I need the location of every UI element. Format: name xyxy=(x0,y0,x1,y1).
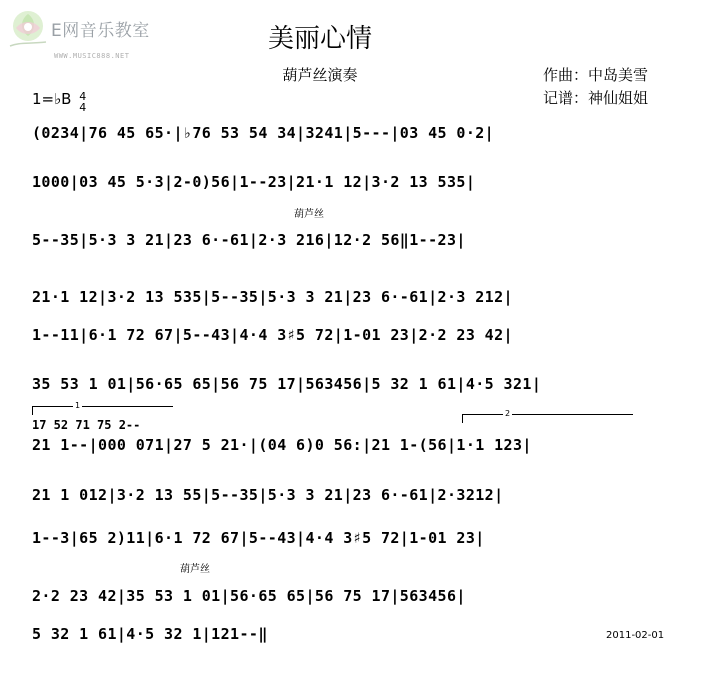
volta-bracket-1 xyxy=(32,401,173,415)
score-line-6 xyxy=(32,375,682,393)
score-line-11-text: 5 32 1 61|4·5 32 1|121--‖ xyxy=(32,625,268,643)
logo-text: E网音乐教室 xyxy=(51,21,150,41)
score-line-3 xyxy=(32,231,682,249)
score-line-9 xyxy=(32,529,682,547)
score-line-5 xyxy=(32,326,682,344)
score-line-7 xyxy=(32,436,682,454)
score-line-10-text: 2·2 23 42|35 53 1 01|56·65 65|56 75 17|563456| xyxy=(32,587,466,605)
score-line-10 xyxy=(32,587,682,605)
score-line-3-text: 5--35|5·3 3 21|23 6·-61|2·3 216|12·2 56‖1--23| xyxy=(32,231,466,249)
score-line-9-text: 1--3|65 2)11|6·1 72 67|5--43|4·4 3♯5 72|1-01 23| xyxy=(32,529,485,547)
logo-subtext: WWW.MUSIC888.NET xyxy=(54,52,130,60)
key-label: 1=♭B xyxy=(32,90,72,108)
instrument-label-2: 葫芦丝 xyxy=(180,564,210,575)
composer-credit: 作曲：中岛美雪 xyxy=(543,66,649,84)
score-line-4 xyxy=(32,288,682,306)
key-signature xyxy=(32,90,86,113)
time-signature-bottom: 4 xyxy=(79,101,87,114)
score-line-5-text: 1--11|6·1 72 67|5--43|4·4 3♯5 72|1-01 23|2·2 23 42| xyxy=(32,326,513,344)
score-line-6-text: 35 53 1 01|56·65 65|56 75 17|563456|5 32 1 61|4·5 321| xyxy=(32,375,542,393)
score-line-1-text: (0234|76 45 65·|♭76 53 54 34|3241|5---|03 45 0·2| xyxy=(32,124,495,142)
volta-2-number: 2 xyxy=(505,409,511,418)
instrument-label-1: 葫芦丝 xyxy=(294,209,324,220)
time-signature xyxy=(79,91,86,113)
transcriber-credit: 记谱：神仙姐姐 xyxy=(543,89,649,107)
score-line-2 xyxy=(32,173,682,191)
performance-subtitle: 葫芦丝演奏 xyxy=(282,66,358,84)
score-line-4-text: 21·1 12|3·2 13 535|5--35|5·3 3 21|23 6·-61|2·3 212| xyxy=(32,288,513,306)
score-line-8 xyxy=(32,486,682,504)
song-title: 美丽心情 xyxy=(267,24,372,54)
score-line-2-text: 1000|03 45 5·3|2-0)56|1--23|21·1 12|3·2 13 535| xyxy=(32,173,476,191)
score-line-7-text: 21 1--|000 071|27 5 21·|(04 6)0 56:|21 1-(56|1·1 123| xyxy=(32,436,532,454)
time-signature-top: 4 xyxy=(79,90,87,103)
volta-1-number: 1 xyxy=(75,401,81,410)
score-line-11 xyxy=(32,625,682,643)
upper-voice-notes: 17 52 71 75 2-- xyxy=(32,418,141,432)
score-line-8-text: 21 1 012|3·2 13 55|5--35|5·3 3 21|23 6·-61|2·3212| xyxy=(32,486,504,504)
score-line-1 xyxy=(32,124,682,142)
volta-bracket-2 xyxy=(462,409,633,423)
transcription-date: 2011-02-01 xyxy=(606,630,665,641)
